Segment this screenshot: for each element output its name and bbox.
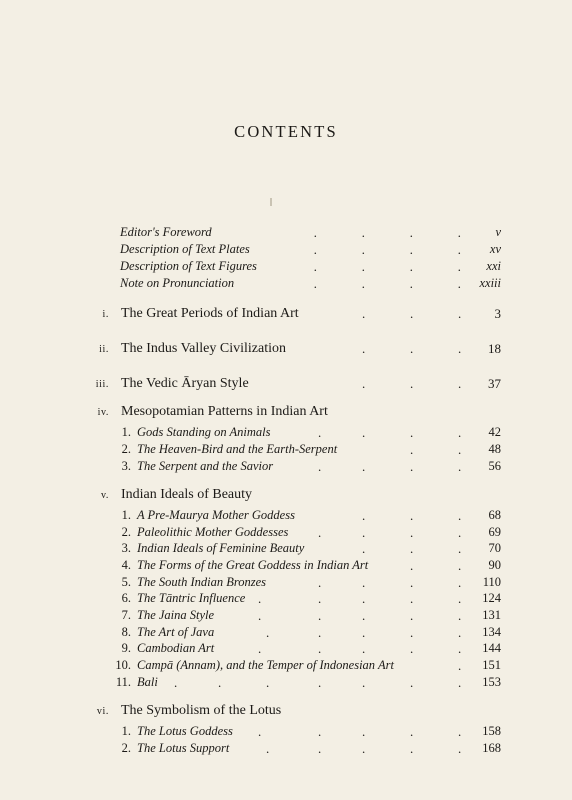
- leader-dot: .: [266, 625, 270, 640]
- page-number: 134: [482, 625, 501, 639]
- leader-dots: [0, 225, 572, 243]
- leader-dot: .: [410, 591, 414, 606]
- leader-dot: .: [410, 558, 414, 573]
- leader-dot: .: [362, 724, 366, 739]
- page-number: 37: [488, 376, 501, 391]
- section-entry: [0, 724, 572, 742]
- front-matter-entry: [0, 276, 572, 294]
- page-number: xxi: [486, 259, 501, 273]
- leader-dot: .: [314, 242, 318, 257]
- leader-dot: .: [458, 276, 462, 291]
- leader-dot: .: [258, 641, 262, 656]
- chapter-entry: [0, 404, 572, 422]
- page-title: CONTENTS: [234, 122, 338, 141]
- leader-dot: .: [410, 525, 414, 540]
- section-number: 1.: [121, 425, 131, 439]
- chapter-number: i.: [102, 309, 109, 320]
- section-number: 10.: [115, 658, 131, 672]
- chapter-entry: [0, 306, 572, 324]
- leader-dot: .: [458, 242, 462, 257]
- leader-dot: .: [458, 459, 462, 474]
- page-number: 168: [482, 741, 501, 755]
- section-number: 1.: [121, 724, 131, 738]
- chapter-title: Indian Ideals of Beauty: [121, 487, 253, 502]
- page-number: 153: [482, 675, 501, 689]
- chapter-title: Mesopotamian Patterns in Indian Art: [121, 404, 328, 419]
- leader-dot: .: [362, 459, 366, 474]
- leader-dot: .: [318, 741, 322, 756]
- section-number: 6.: [121, 591, 131, 605]
- entry-title: Editor's Foreword: [120, 225, 212, 239]
- leader-dot: .: [410, 276, 414, 291]
- leader-dot: .: [362, 425, 366, 440]
- leader-dot: .: [458, 541, 462, 556]
- page-number: 90: [488, 558, 501, 572]
- section-number: 8.: [121, 625, 131, 639]
- leader-dot: .: [458, 724, 462, 739]
- page-number: 131: [482, 608, 501, 622]
- page-number: v: [495, 225, 501, 239]
- section-title: Bali: [137, 675, 158, 689]
- entry-title: Description of Text Figures: [120, 259, 257, 273]
- leader-dots: [0, 508, 572, 526]
- leader-dot: .: [362, 541, 366, 556]
- leader-dot: .: [410, 741, 414, 756]
- leader-dot: .: [258, 608, 262, 623]
- leader-dot: .: [410, 225, 414, 240]
- section-entry: [0, 541, 572, 559]
- leader-dot: .: [258, 724, 262, 739]
- leader-dots: [0, 425, 572, 443]
- leader-dot: .: [362, 525, 366, 540]
- section-title: The Heaven-Bird and the Earth-Serpent: [137, 442, 338, 456]
- leader-dot: .: [410, 641, 414, 656]
- leader-dot: .: [458, 575, 462, 590]
- chapter-number: vi.: [96, 706, 109, 717]
- leader-dot: .: [458, 442, 462, 457]
- chapter-entry: [0, 376, 572, 394]
- leader-dot: .: [458, 425, 462, 440]
- section-entry: [0, 558, 572, 576]
- leader-dot: .: [362, 591, 366, 606]
- entry-title: Description of Text Plates: [120, 242, 250, 256]
- leader-dots: [0, 341, 572, 359]
- leader-dot: .: [362, 242, 366, 257]
- section-number: 3.: [121, 541, 131, 555]
- leader-dot: .: [318, 425, 322, 440]
- leader-dots: [0, 442, 572, 460]
- page-number: 124: [482, 591, 501, 605]
- section-entry: [0, 641, 572, 659]
- section-title: Cambodian Art: [137, 641, 215, 655]
- chapter-title: The Vedic Āryan Style: [121, 376, 249, 391]
- section-entry: [0, 425, 572, 443]
- section-title: The Art of Java: [137, 625, 215, 639]
- leader-dot: .: [410, 442, 414, 457]
- section-title: Paleolithic Mother Goddesses: [137, 525, 289, 539]
- front-matter-entry: [0, 259, 572, 277]
- leader-dot: .: [410, 376, 414, 391]
- section-number: 5.: [121, 575, 131, 589]
- leader-dot: .: [362, 675, 366, 690]
- section-number: 9.: [121, 641, 131, 655]
- section-number: 2.: [121, 525, 131, 539]
- leader-dot: .: [458, 658, 462, 673]
- leader-dot: .: [362, 641, 366, 656]
- page-number: 68: [488, 508, 501, 522]
- leader-dot: .: [458, 306, 462, 321]
- leader-dot: .: [410, 459, 414, 474]
- leader-dot: .: [258, 591, 262, 606]
- section-title: The Lotus Support: [137, 741, 230, 755]
- section-number: 11.: [115, 675, 131, 689]
- leader-dot: .: [410, 425, 414, 440]
- page-number: 70: [488, 541, 501, 555]
- leader-dot: .: [410, 508, 414, 523]
- leader-dot: .: [318, 724, 322, 739]
- section-title: A Pre-Maurya Mother Goddess: [137, 508, 295, 522]
- front-matter-entry: [0, 225, 572, 243]
- section-number: 4.: [121, 558, 131, 572]
- leader-dot: .: [218, 675, 222, 690]
- chapter-entry: [0, 703, 572, 721]
- leader-dot: .: [458, 259, 462, 274]
- leader-dot: .: [318, 641, 322, 656]
- front-matter-entry: [0, 242, 572, 260]
- section-title: The Lotus Goddess: [137, 724, 233, 738]
- leader-dot: .: [410, 625, 414, 640]
- leader-dot: .: [362, 508, 366, 523]
- leader-dots: [0, 306, 572, 324]
- leader-dot: .: [318, 675, 322, 690]
- page-number: 110: [482, 575, 501, 589]
- chapter-title: The Great Periods of Indian Art: [121, 306, 299, 321]
- leader-dot: .: [362, 625, 366, 640]
- leader-dot: .: [318, 575, 322, 590]
- leader-dot: .: [362, 376, 366, 391]
- page-number: 3: [494, 306, 501, 321]
- leader-dot: .: [458, 558, 462, 573]
- section-number: 2.: [121, 741, 131, 755]
- chapter-title: The Indus Valley Civilization: [121, 341, 286, 356]
- page-number: 56: [488, 459, 501, 473]
- section-number: 7.: [121, 608, 131, 622]
- leader-dot: .: [318, 525, 322, 540]
- section-title: Campā (Annam), and the Temper of Indonesian Art: [137, 658, 394, 672]
- page-number: 18: [488, 341, 501, 356]
- section-entry: [0, 675, 572, 693]
- leader-dot: .: [314, 225, 318, 240]
- leader-dot: .: [318, 625, 322, 640]
- leader-dot: .: [458, 741, 462, 756]
- section-entry: [0, 741, 572, 759]
- leader-dot: .: [410, 675, 414, 690]
- section-title: Gods Standing on Animals: [137, 425, 271, 439]
- leader-dot: .: [318, 608, 322, 623]
- leader-dot: .: [362, 575, 366, 590]
- leader-dots: [0, 242, 572, 260]
- section-entry: [0, 442, 572, 460]
- section-number: 1.: [121, 508, 131, 522]
- leader-dot: .: [458, 525, 462, 540]
- leader-dot: .: [318, 591, 322, 606]
- leader-dot: .: [458, 376, 462, 391]
- section-title: The Forms of the Great Goddess in Indian Art: [137, 558, 369, 572]
- chapter-number: iii.: [95, 379, 109, 390]
- page-number: 144: [482, 641, 501, 655]
- section-entry: [0, 608, 572, 626]
- leader-dots: [0, 541, 572, 559]
- leader-dot: .: [410, 608, 414, 623]
- section-entry: [0, 459, 572, 477]
- chapter-entry: [0, 487, 572, 505]
- leader-dot: .: [458, 508, 462, 523]
- leader-dot: .: [314, 259, 318, 274]
- chapter-number: iv.: [97, 407, 109, 418]
- chapter-entry: [0, 341, 572, 359]
- section-entry: [0, 658, 572, 676]
- section-title: The Tāntric Influence: [137, 591, 246, 605]
- leader-dot: .: [314, 276, 318, 291]
- section-title: The Jaina Style: [137, 608, 215, 622]
- page-mark: [270, 198, 272, 206]
- leader-dot: .: [318, 459, 322, 474]
- leader-dots: [0, 558, 572, 576]
- leader-dot: .: [362, 225, 366, 240]
- section-entry: [0, 508, 572, 526]
- section-title: The Serpent and the Savior: [137, 459, 274, 473]
- leader-dot: .: [266, 675, 270, 690]
- leader-dot: .: [362, 741, 366, 756]
- leader-dots: [0, 459, 572, 477]
- leader-dot: .: [266, 741, 270, 756]
- leader-dot: .: [410, 541, 414, 556]
- leader-dot: .: [410, 259, 414, 274]
- chapter-number: ii.: [99, 344, 109, 355]
- entry-title: Note on Pronunciation: [120, 276, 235, 290]
- page-number: 158: [482, 724, 501, 738]
- leader-dot: .: [362, 276, 366, 291]
- leader-dot: .: [410, 575, 414, 590]
- chapter-number: v.: [100, 490, 109, 501]
- leader-dot: .: [410, 341, 414, 356]
- leader-dot: .: [458, 675, 462, 690]
- section-entry: [0, 591, 572, 609]
- leader-dot: .: [410, 242, 414, 257]
- section-number: 3.: [121, 459, 131, 473]
- page-number: xxiii: [479, 276, 501, 290]
- page-number: xv: [489, 242, 501, 256]
- leader-dot: .: [458, 641, 462, 656]
- chapter-title: The Symbolism of the Lotus: [121, 703, 282, 718]
- leader-dot: .: [410, 306, 414, 321]
- leader-dot: .: [458, 341, 462, 356]
- leader-dot: .: [362, 341, 366, 356]
- leader-dot: .: [458, 225, 462, 240]
- section-title: Indian Ideals of Feminine Beauty: [137, 541, 305, 555]
- page-number: 151: [482, 658, 501, 672]
- leader-dots: [0, 376, 572, 394]
- section-title: The South Indian Bronzes: [137, 575, 267, 589]
- leader-dot: .: [458, 608, 462, 623]
- leader-dot: .: [362, 259, 366, 274]
- leader-dot: .: [362, 608, 366, 623]
- leader-dot: .: [410, 724, 414, 739]
- leader-dot: .: [458, 591, 462, 606]
- page-number: 48: [488, 442, 501, 456]
- leader-dot: .: [458, 625, 462, 640]
- leader-dot: .: [362, 306, 366, 321]
- page-number: 42: [488, 425, 501, 439]
- page-number: 69: [488, 525, 501, 539]
- section-number: 2.: [121, 442, 131, 456]
- leader-dot: .: [174, 675, 178, 690]
